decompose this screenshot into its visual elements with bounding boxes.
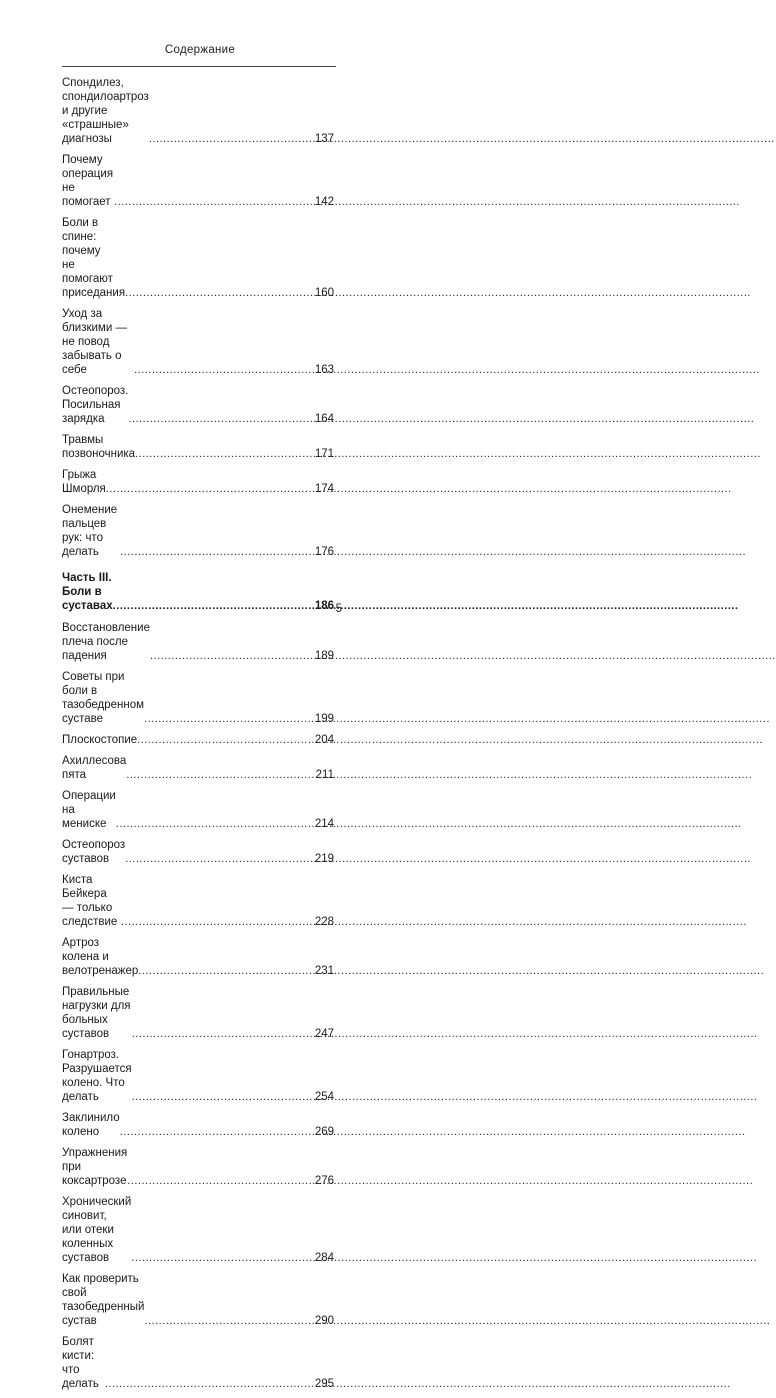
toc-leader-dots — [125, 286, 315, 300]
toc-entry-title — [62, 433, 135, 461]
toc-page-number: 186 — [314, 600, 334, 612]
toc-entry-title — [62, 621, 150, 663]
toc-leader-dots — [131, 1251, 315, 1265]
toc-entry-title — [62, 838, 125, 866]
toc-page-number: 171 — [314, 448, 334, 460]
toc-entry-line: Операции на мениске — [62, 790, 116, 830]
toc-page-number: 231 — [314, 965, 334, 977]
toc-entry-line: Онемение пальцев рук: что делать — [62, 504, 118, 558]
toc-entry-title — [62, 1195, 131, 1265]
toc-entry-line: Хронический синовит, — [62, 1196, 132, 1222]
toc-entry-line: Как проверить свой тазобедренный сустав — [62, 1273, 145, 1327]
toc-page-number: 228 — [314, 916, 334, 928]
toc-entry-title — [62, 503, 120, 559]
toc-entry — [62, 1335, 334, 1391]
toc-page-number: 276 — [314, 1175, 334, 1187]
table-of-contents — [62, 76, 334, 1398]
toc-entry — [62, 468, 334, 496]
running-header: Содержание — [164, 44, 236, 56]
toc-leader-dots — [125, 852, 315, 866]
toc-leader-dots — [120, 1125, 315, 1139]
toc-page-number: 164 — [314, 413, 334, 425]
toc-entry-line: Киста Бейкера — только следствие — [62, 874, 118, 928]
toc-page-number: 247 — [314, 1028, 334, 1040]
toc-entry — [62, 76, 334, 146]
toc-page-number: 214 — [314, 818, 334, 830]
toc-page-number: 295 — [314, 1378, 334, 1390]
toc-entry — [62, 503, 334, 559]
page-number: 5 — [335, 603, 342, 615]
toc-entry-title — [62, 216, 125, 300]
toc-leader-dots — [144, 1314, 314, 1328]
toc-entry-line: Плоскостопие — [62, 734, 138, 746]
toc-entry-title — [62, 985, 132, 1041]
toc-page-number: 137 — [314, 133, 334, 145]
toc-entry-line: Спондилез, спондилоартроз — [62, 77, 149, 103]
toc-leader-dots — [134, 363, 315, 377]
toc-entry — [62, 873, 334, 929]
toc-entry-line: Заклинило колено — [62, 1112, 120, 1138]
toc-entry-title — [62, 789, 116, 831]
toc-entry-title — [62, 1111, 120, 1139]
toc-entry — [62, 670, 334, 726]
toc-leader-dots — [138, 964, 315, 978]
toc-entry-line: не помогают приседания — [62, 259, 126, 299]
toc-leader-dots — [137, 733, 315, 747]
toc-entry-title — [62, 571, 113, 613]
toc-entry-title — [62, 873, 121, 929]
toc-entry-line: Ахиллесова пята — [62, 755, 127, 781]
toc-leader-dots — [144, 712, 315, 726]
toc-page-number: 163 — [314, 364, 334, 376]
toc-entry-line: Гонартроз. Разрушается колено. Что делать — [62, 1049, 132, 1103]
toc-entry-line: Грыжа Шморля — [62, 469, 106, 495]
toc-leader-dots — [114, 195, 315, 209]
toc-page-number: 174 — [314, 483, 334, 495]
toc-page-number: 160 — [314, 287, 334, 299]
toc-part-heading — [62, 571, 334, 613]
toc-leader-dots — [150, 649, 315, 663]
toc-page-number: 269 — [314, 1126, 334, 1138]
toc-page-number: 219 — [314, 853, 334, 865]
toc-entry-title — [62, 1048, 132, 1104]
toc-leader-dots — [106, 482, 315, 496]
toc-leader-dots — [128, 412, 314, 426]
toc-entry-title — [62, 754, 126, 782]
toc-entry-line: Часть III. Боли в суставах — [62, 572, 113, 612]
toc-entry-line: Почему операция не помогает — [62, 154, 114, 208]
toc-entry-title — [62, 733, 137, 747]
toc-page-number: 254 — [314, 1091, 334, 1103]
toc-entry-title — [62, 670, 144, 726]
toc-entry-title — [62, 384, 128, 426]
toc-entry-title — [62, 1272, 144, 1328]
toc-entry-title — [62, 1146, 127, 1188]
toc-entry-title — [62, 153, 114, 209]
toc-entry-line: Советы при боли в тазобедренном суставе — [62, 671, 145, 725]
toc-entry-line: и другие «страшные» диагнозы — [62, 105, 129, 145]
toc-page-number: 142 — [314, 196, 334, 208]
header-rule — [62, 66, 336, 67]
toc-entry — [62, 216, 334, 300]
toc-entry — [62, 1272, 334, 1328]
toc-page-number: 204 — [314, 734, 334, 746]
toc-entry — [62, 1195, 334, 1265]
toc-entry-title — [62, 936, 138, 978]
toc-entry-line: Травмы позвоночника — [62, 434, 136, 460]
toc-entry-line: или отеки коленных суставов — [62, 1224, 114, 1264]
toc-leader-dots — [132, 1027, 315, 1041]
toc-entry — [62, 754, 334, 782]
toc-entry — [62, 1048, 334, 1104]
toc-entry — [62, 307, 334, 377]
toc-leader-dots — [132, 1090, 315, 1104]
toc-leader-dots — [127, 1174, 315, 1188]
toc-entry-line: Остеопороз. Посильная зарядка — [62, 385, 129, 425]
toc-entry — [62, 1111, 334, 1139]
toc-entry-line: Уход за близкими — не повод забывать о себе — [62, 308, 127, 376]
toc-leader-dots — [120, 545, 315, 559]
toc-entry-line: Остеопороз суставов — [62, 839, 126, 865]
toc-leader-dots — [121, 915, 315, 929]
toc-page-number: 290 — [314, 1315, 334, 1327]
toc-page-number: 211 — [315, 769, 334, 781]
toc-entry — [62, 985, 334, 1041]
toc-entry — [62, 733, 334, 747]
toc-entry — [62, 384, 334, 426]
toc-entry-line: Артроз колена и велотренажер — [62, 937, 139, 977]
toc-page-number: 176 — [314, 546, 334, 558]
toc-entry — [62, 789, 334, 831]
toc-leader-dots — [149, 132, 315, 146]
toc-entry — [62, 433, 334, 461]
toc-entry — [62, 153, 334, 209]
toc-leader-dots — [113, 599, 315, 613]
toc-page-number: 199 — [314, 713, 334, 725]
toc-entry-title — [62, 307, 134, 377]
toc-leader-dots — [126, 768, 315, 782]
toc-entry-line: Восстановление плеча после падения — [62, 622, 150, 662]
toc-entry-title — [62, 1335, 105, 1391]
toc-entry-title — [62, 76, 149, 146]
toc-leader-dots — [105, 1377, 315, 1391]
toc-page-number: 189 — [314, 650, 334, 662]
toc-entry-line: Упражнения при коксартрозе — [62, 1147, 128, 1187]
toc-entry — [62, 838, 334, 866]
toc-page-number: 284 — [314, 1252, 334, 1264]
toc-leader-dots — [116, 817, 315, 831]
toc-entry-line: Болят кисти: что делать — [62, 1336, 99, 1390]
toc-entry-title — [62, 468, 106, 496]
toc-entry — [62, 936, 334, 978]
toc-entry-line: Боли в спине: почему — [62, 217, 101, 257]
toc-entry — [62, 1146, 334, 1188]
toc-entry — [62, 621, 334, 663]
toc-leader-dots — [135, 447, 315, 461]
toc-entry-line: Правильные нагрузки для больных суставов — [62, 986, 131, 1040]
